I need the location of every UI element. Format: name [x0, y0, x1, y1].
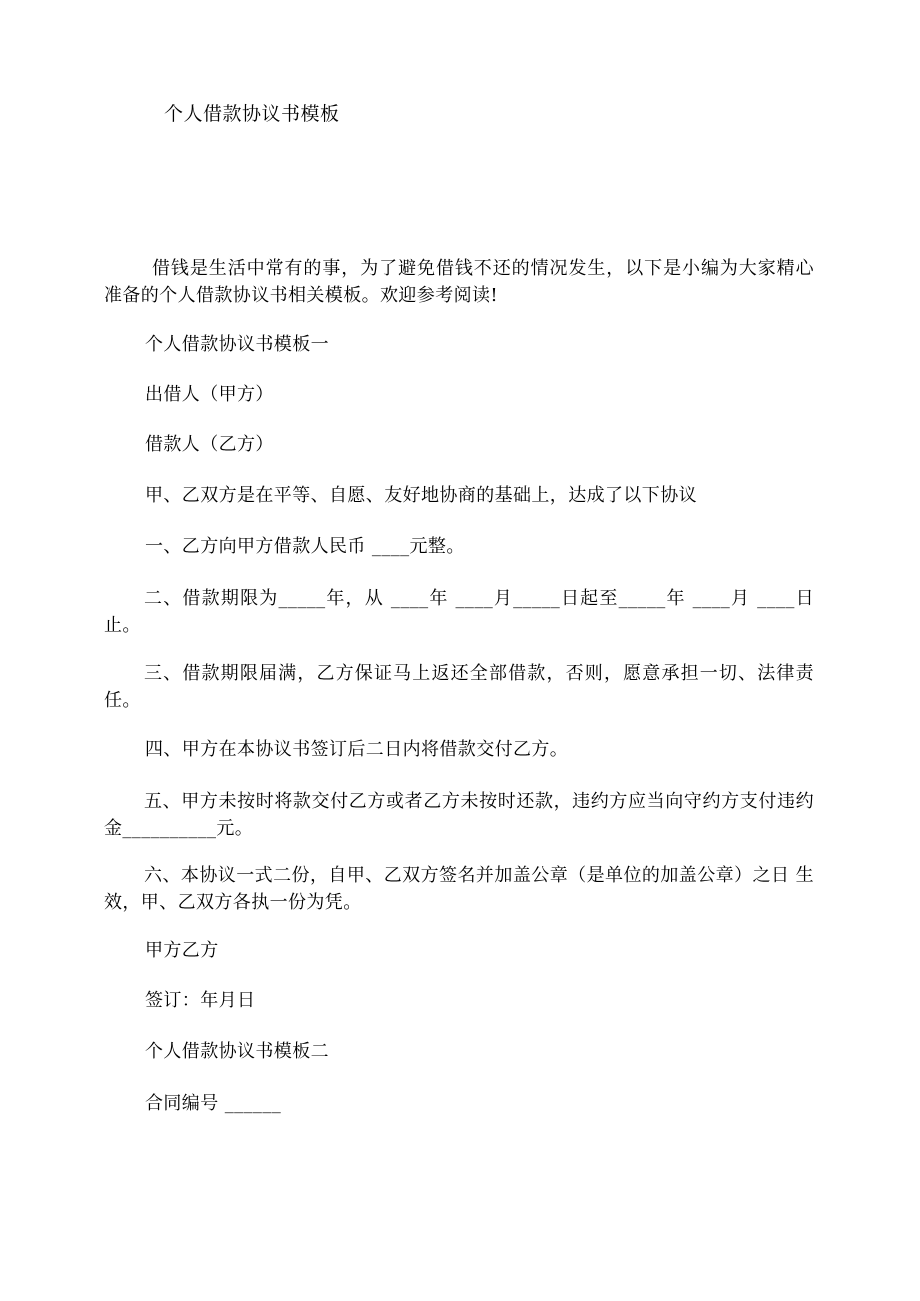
contract-number-line: 合同编号 ______ [145, 1093, 282, 1114]
clause-two: 二、借款期限为_____年，从 ____年 ____月_____日起至_____年 ____月 ____日止。 [104, 588, 814, 636]
parties-signature-line: 甲方乙方 [145, 940, 219, 961]
document-title: 个人借款协议书模板 [164, 103, 340, 125]
lender-line: 出借人（甲方） [145, 384, 274, 405]
intro-paragraph: 借钱是生活中常有的事，为了避免借钱不还的情况发生，以下是小编为大家精心准备的个人借款协议书相关模板。欢迎参考阅读! [104, 258, 814, 306]
template-one-heading: 个人借款协议书模板一 [145, 334, 329, 355]
template-two-heading: 个人借款协议书模板二 [145, 1041, 329, 1062]
clause-six: 六、本协议一式二份，自甲、乙双方签名并加盖公章（是单位的加盖公章）之日 生效，甲、乙双方各执一份为凭。 [104, 865, 814, 913]
clause-three: 三、借款期限届满，乙方保证马上返还全部借款，否则，愿意承担一切、法律责任。 [104, 663, 814, 711]
borrower-line: 借款人（乙方） [145, 434, 274, 455]
clause-one: 一、乙方向甲方借款人民币 ____元整。 [145, 536, 465, 557]
clause-five: 五、甲方未按时将款交付乙方或者乙方未按时还款，违约方应当向守约方支付违约金__________元。 [104, 791, 814, 839]
agreement-intro: 甲、乙双方是在平等、自愿、友好地协商的基础上，达成了以下协议 [145, 485, 697, 506]
clause-four: 四、甲方在本协议书签订后二日内将借款交付乙方。 [145, 739, 569, 760]
signed-date-line: 签订：年月日 [145, 990, 256, 1011]
